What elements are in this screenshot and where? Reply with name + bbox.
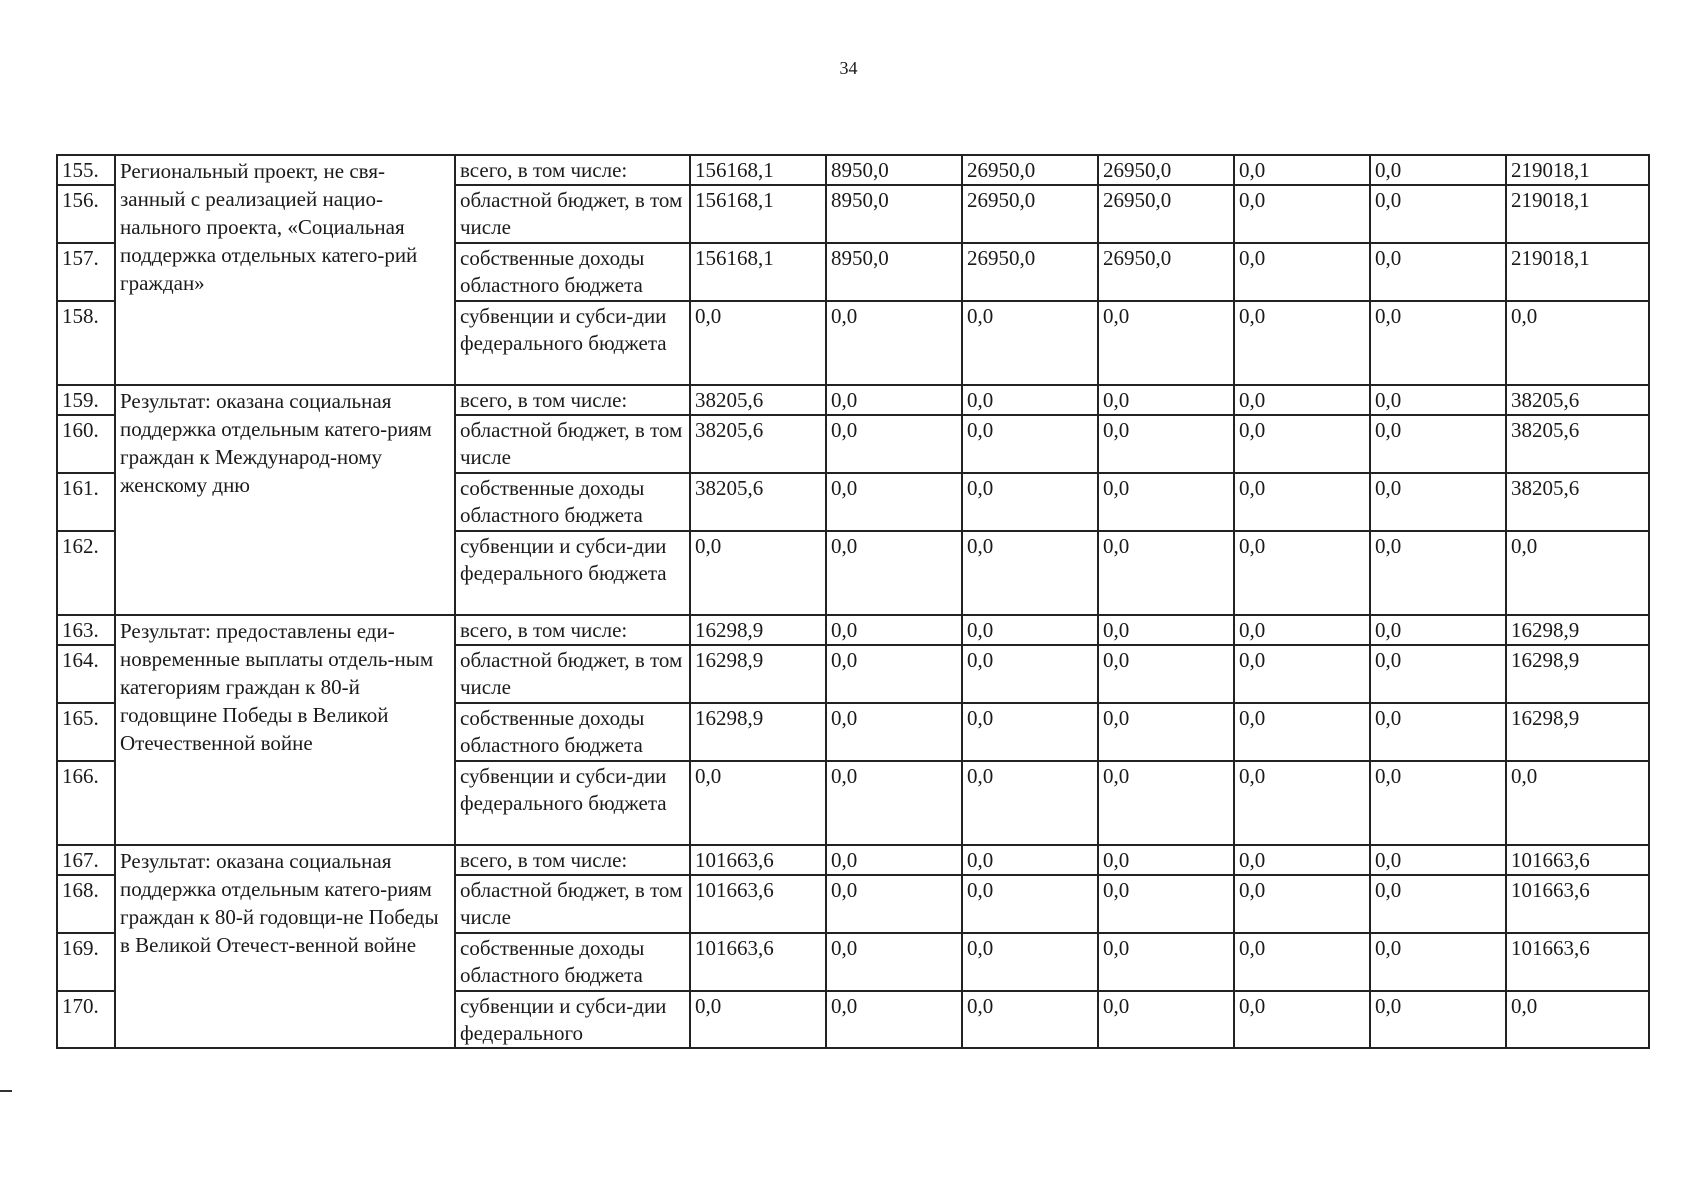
funding-source: собственные доходы областного бюджета (455, 243, 690, 301)
value-cell: 0,0 (1098, 875, 1234, 933)
funding-source: областной бюджет, в том числе (455, 875, 690, 933)
value-cell: 0,0 (1370, 301, 1506, 385)
row-number: 163. (57, 615, 115, 645)
value-cell: 0,0 (962, 845, 1098, 875)
value-cell: 0,0 (1098, 845, 1234, 875)
value-cell: 26950,0 (1098, 243, 1234, 301)
total-value-cell: 0,0 (1506, 991, 1649, 1048)
value-cell: 0,0 (962, 933, 1098, 991)
total-value-cell: 38205,6 (1506, 415, 1649, 473)
value-cell: 0,0 (1234, 301, 1370, 385)
value-cell: 16298,9 (690, 703, 826, 761)
value-cell: 101663,6 (690, 933, 826, 991)
value-cell: 0,0 (1234, 761, 1370, 845)
value-cell: 0,0 (962, 301, 1098, 385)
value-cell: 156168,1 (690, 185, 826, 243)
value-cell: 0,0 (826, 415, 962, 473)
value-cell: 0,0 (962, 761, 1098, 845)
funding-source: собственные доходы областного бюджета (455, 703, 690, 761)
total-value-cell: 16298,9 (1506, 703, 1649, 761)
funding-source: собственные доходы областного бюджета (455, 473, 690, 531)
value-cell: 0,0 (962, 615, 1098, 645)
value-cell: 0,0 (1098, 415, 1234, 473)
value-cell: 0,0 (962, 415, 1098, 473)
budget-table (56, 154, 1650, 1049)
row-number: 168. (57, 875, 115, 933)
funding-source: субвенции и субси-дии федерального (455, 991, 690, 1048)
value-cell: 0,0 (962, 875, 1098, 933)
funding-source: областной бюджет, в том числе (455, 185, 690, 243)
value-cell: 16298,9 (690, 615, 826, 645)
table-row (57, 385, 1649, 415)
funding-source: субвенции и субси-дии федерального бюджета (455, 531, 690, 615)
row-number: 160. (57, 415, 115, 473)
value-cell: 0,0 (826, 645, 962, 703)
row-number: 167. (57, 845, 115, 875)
value-cell: 0,0 (1370, 933, 1506, 991)
value-cell: 0,0 (1098, 991, 1234, 1048)
value-cell: 8950,0 (826, 185, 962, 243)
value-cell: 0,0 (1370, 243, 1506, 301)
funding-source: областной бюджет, в том числе (455, 415, 690, 473)
value-cell: 16298,9 (690, 645, 826, 703)
table-row (57, 155, 1649, 185)
value-cell: 26950,0 (1098, 185, 1234, 243)
value-cell: 0,0 (690, 991, 826, 1048)
total-value-cell: 38205,6 (1506, 473, 1649, 531)
row-number: 156. (57, 185, 115, 243)
value-cell: 38205,6 (690, 415, 826, 473)
value-cell: 38205,6 (690, 385, 826, 415)
value-cell: 0,0 (1098, 385, 1234, 415)
row-number: 158. (57, 301, 115, 385)
value-cell: 0,0 (826, 761, 962, 845)
funding-source: субвенции и субси-дии федерального бюджета (455, 761, 690, 845)
value-cell: 0,0 (1370, 385, 1506, 415)
value-cell: 26950,0 (962, 185, 1098, 243)
value-cell: 156168,1 (690, 155, 826, 185)
project-name: Результат: предоставлены еди-новременные выплаты отдель-ным категориям граждан к 80-й годовщине Победы в Великой Отечественной войне (115, 615, 455, 845)
value-cell: 0,0 (1370, 615, 1506, 645)
total-value-cell: 101663,6 (1506, 875, 1649, 933)
value-cell: 0,0 (1098, 761, 1234, 845)
value-cell: 0,0 (1234, 415, 1370, 473)
value-cell: 0,0 (826, 473, 962, 531)
total-value-cell: 219018,1 (1506, 243, 1649, 301)
value-cell: 0,0 (1370, 415, 1506, 473)
value-cell: 8950,0 (826, 243, 962, 301)
row-number: 166. (57, 761, 115, 845)
value-cell: 0,0 (826, 703, 962, 761)
value-cell: 0,0 (1098, 933, 1234, 991)
value-cell: 0,0 (1098, 301, 1234, 385)
value-cell: 0,0 (1234, 615, 1370, 645)
value-cell: 8950,0 (826, 155, 962, 185)
value-cell: 0,0 (1370, 645, 1506, 703)
value-cell: 0,0 (1370, 473, 1506, 531)
value-cell: 0,0 (1234, 703, 1370, 761)
project-name: Результат: оказана социальная поддержка отдельным катего-риям граждан к Международ-ному женскому дню (115, 385, 455, 615)
value-cell: 0,0 (1098, 473, 1234, 531)
value-cell: 26950,0 (1098, 155, 1234, 185)
value-cell: 0,0 (962, 531, 1098, 615)
funding-source: всего, в том числе: (455, 845, 690, 875)
value-cell: 0,0 (962, 991, 1098, 1048)
value-cell: 0,0 (1370, 991, 1506, 1048)
value-cell: 0,0 (826, 845, 962, 875)
funding-source: всего, в том числе: (455, 385, 690, 415)
value-cell: 0,0 (1370, 875, 1506, 933)
value-cell: 0,0 (962, 645, 1098, 703)
table-row (57, 615, 1649, 645)
value-cell: 0,0 (1370, 155, 1506, 185)
total-value-cell: 219018,1 (1506, 185, 1649, 243)
value-cell: 26950,0 (962, 243, 1098, 301)
value-cell: 0,0 (1098, 531, 1234, 615)
funding-source: субвенции и субси-дии федерального бюджета (455, 301, 690, 385)
value-cell: 0,0 (1370, 761, 1506, 845)
value-cell: 0,0 (962, 703, 1098, 761)
value-cell: 0,0 (826, 875, 962, 933)
value-cell: 0,0 (826, 991, 962, 1048)
value-cell: 0,0 (1234, 875, 1370, 933)
value-cell: 101663,6 (690, 845, 826, 875)
margin-mark (0, 1090, 12, 1092)
value-cell: 0,0 (1098, 615, 1234, 645)
value-cell: 0,0 (826, 531, 962, 615)
value-cell: 0,0 (826, 615, 962, 645)
total-value-cell: 0,0 (1506, 761, 1649, 845)
project-name: Региональный проект, не свя-занный с реализацией нацио-нального проекта, «Социальная поддержка отдельных катего-рий граждан» (115, 155, 455, 385)
total-value-cell: 101663,6 (1506, 845, 1649, 875)
total-value-cell: 101663,6 (1506, 933, 1649, 991)
funding-source: всего, в том числе: (455, 615, 690, 645)
value-cell: 0,0 (1234, 385, 1370, 415)
value-cell: 0,0 (826, 301, 962, 385)
funding-source: областной бюджет, в том числе (455, 645, 690, 703)
value-cell: 0,0 (690, 301, 826, 385)
funding-source: всего, в том числе: (455, 155, 690, 185)
value-cell: 0,0 (962, 385, 1098, 415)
value-cell: 0,0 (826, 933, 962, 991)
row-number: 169. (57, 933, 115, 991)
value-cell: 0,0 (1234, 531, 1370, 615)
value-cell: 0,0 (1370, 531, 1506, 615)
value-cell: 0,0 (1234, 243, 1370, 301)
value-cell: 0,0 (1234, 845, 1370, 875)
value-cell: 0,0 (690, 531, 826, 615)
total-value-cell: 0,0 (1506, 301, 1649, 385)
row-number: 170. (57, 991, 115, 1048)
value-cell: 0,0 (1234, 933, 1370, 991)
value-cell: 0,0 (1234, 645, 1370, 703)
total-value-cell: 16298,9 (1506, 615, 1649, 645)
value-cell: 0,0 (1234, 991, 1370, 1048)
row-number: 159. (57, 385, 115, 415)
value-cell: 0,0 (1370, 185, 1506, 243)
total-value-cell: 0,0 (1506, 531, 1649, 615)
table-row (57, 845, 1649, 875)
value-cell: 0,0 (1370, 703, 1506, 761)
total-value-cell: 16298,9 (1506, 645, 1649, 703)
row-number: 155. (57, 155, 115, 185)
row-number: 164. (57, 645, 115, 703)
total-value-cell: 38205,6 (1506, 385, 1649, 415)
row-number: 157. (57, 243, 115, 301)
value-cell: 101663,6 (690, 875, 826, 933)
row-number: 162. (57, 531, 115, 615)
row-number: 165. (57, 703, 115, 761)
value-cell: 0,0 (1234, 155, 1370, 185)
value-cell: 0,0 (1234, 473, 1370, 531)
value-cell: 0,0 (826, 385, 962, 415)
row-number: 161. (57, 473, 115, 531)
value-cell: 0,0 (1098, 645, 1234, 703)
value-cell: 38205,6 (690, 473, 826, 531)
value-cell: 0,0 (690, 761, 826, 845)
funding-source: собственные доходы областного бюджета (455, 933, 690, 991)
table-body (57, 155, 1649, 1048)
project-name: Результат: оказана социальная поддержка отдельным катего-риям граждан к 80-й годовщи-не Победы в Великой Отечест-венной войне (115, 845, 455, 1048)
value-cell: 0,0 (1370, 845, 1506, 875)
value-cell: 0,0 (1234, 185, 1370, 243)
page-number: 34 (839, 58, 858, 78)
value-cell: 156168,1 (690, 243, 826, 301)
value-cell: 0,0 (1098, 703, 1234, 761)
total-value-cell: 219018,1 (1506, 155, 1649, 185)
value-cell: 26950,0 (962, 155, 1098, 185)
value-cell: 0,0 (962, 473, 1098, 531)
